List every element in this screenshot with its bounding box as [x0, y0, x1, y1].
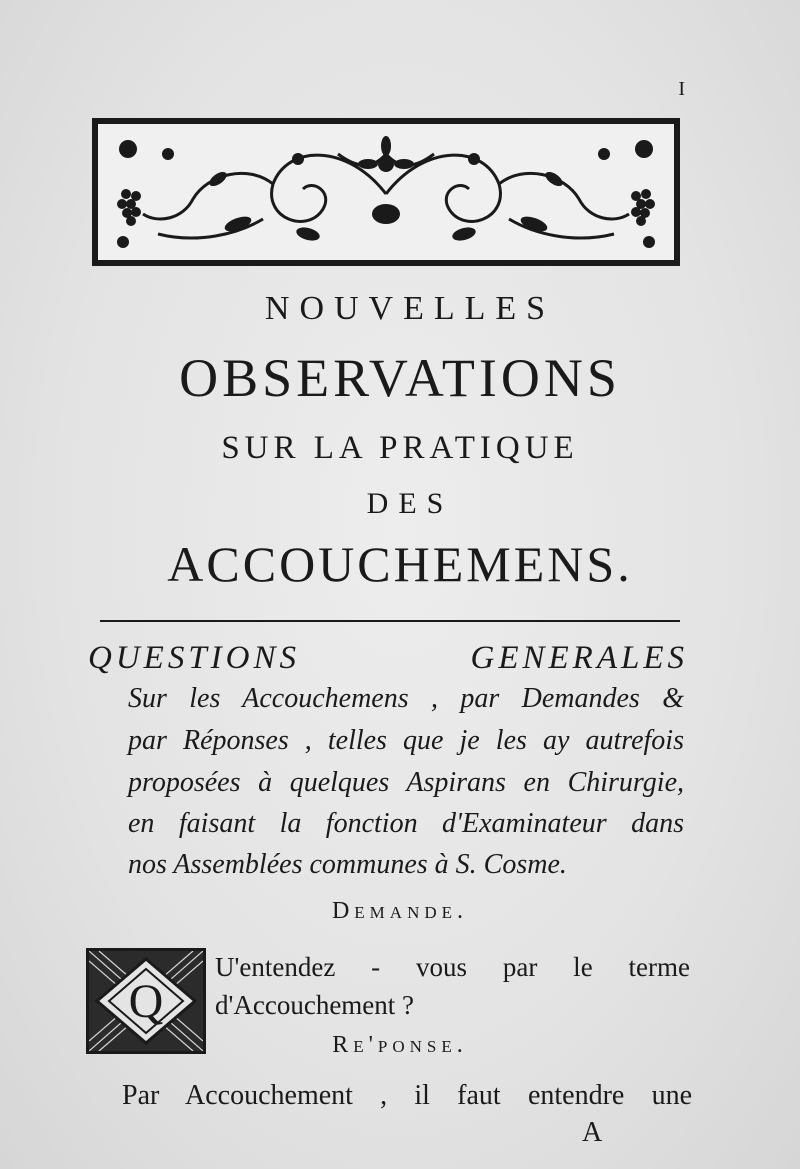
ornamental-headpiece — [92, 118, 680, 266]
questions-line: Sur les Accouchemens , par Demandes & — [128, 683, 684, 714]
demande-line: U'entendez - vous par le terme — [215, 952, 690, 982]
questions-line: en faisant la fonction d'Examinateur dans — [128, 808, 684, 839]
title-line-des: DES — [366, 487, 454, 520]
page-number: I — [678, 78, 685, 100]
questions-heading: QUESTIONS GENERALES — [88, 640, 688, 676]
title-line-accouchemens: ACCOUCHEMENS. — [167, 536, 633, 592]
signature-mark: A — [582, 1117, 603, 1148]
questions-line: par Réponses , telles que je les ay autrefois — [128, 725, 684, 756]
dropcap-letter: Q — [128, 975, 164, 1028]
demande-heading: Demande. — [331, 898, 469, 924]
reponse-heading: Re'ponse. — [332, 1032, 468, 1058]
horizontal-rule — [100, 620, 680, 622]
questions-line: nos Assemblées communes à S. Cosme. — [128, 849, 567, 880]
reponse-line: Par Accouchement , il faut entendre une — [122, 1080, 692, 1111]
title-line-sur-la-pratique: SUR LA PRATIQUE — [221, 430, 579, 466]
floral-ornament-icon — [98, 124, 674, 260]
title-line-nouvelles: NOUVELLES — [264, 290, 556, 327]
title-line-observations: OBSERVATIONS — [179, 348, 621, 408]
questions-line: proposées à quelques Aspirans en Chirurgie, — [128, 767, 684, 798]
demande-line: d'Accouchement ? — [215, 990, 415, 1020]
